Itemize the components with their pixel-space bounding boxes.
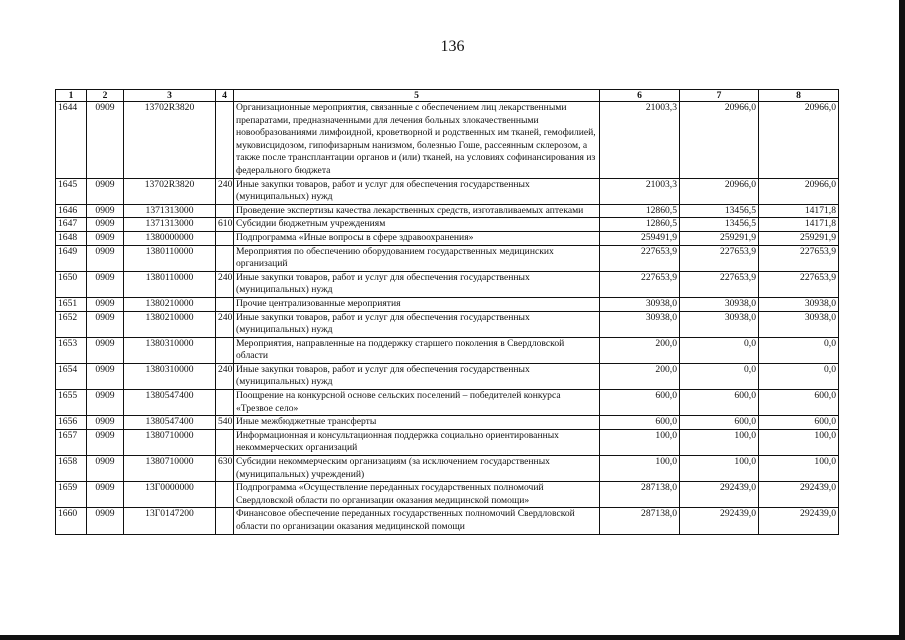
- section-code: 0909: [87, 416, 124, 430]
- table-row: [56, 245, 839, 271]
- expense-type-code: 630: [216, 456, 234, 482]
- item-name: Прочие централизованные мероприятия: [234, 297, 600, 311]
- target-article-code: 13702R3820: [124, 102, 216, 179]
- amount-col-6: 600,0: [600, 390, 680, 416]
- target-article-code: 1371313000: [124, 204, 216, 218]
- amount-col-8: 14171,8: [759, 204, 839, 218]
- amount-col-6: 100,0: [600, 429, 680, 455]
- amount-col-8: 100,0: [759, 456, 839, 482]
- amount-col-7: 292439,0: [680, 482, 759, 508]
- expense-type-code: 540: [216, 416, 234, 430]
- target-article-code: 1380310000: [124, 363, 216, 389]
- expense-type-code: [216, 102, 234, 179]
- table-row: [56, 311, 839, 337]
- item-name: Проведение экспертизы качества лекарственных средств, изготавливаемых аптеками: [234, 204, 600, 218]
- section-code: 0909: [87, 204, 124, 218]
- item-name: Поощрение на конкурсной основе сельских поселений – победителей конкурса «Трезвое село»: [234, 390, 600, 416]
- amount-col-6: 200,0: [600, 337, 680, 363]
- target-article-code: 1380547400: [124, 390, 216, 416]
- section-code: 0909: [87, 429, 124, 455]
- target-article-code: 1380310000: [124, 337, 216, 363]
- table-row: [56, 456, 839, 482]
- amount-col-6: 287138,0: [600, 508, 680, 534]
- page-number: 136: [440, 38, 465, 55]
- header-col-7: 7: [680, 90, 759, 102]
- expense-type-code: [216, 204, 234, 218]
- amount-col-6: 21003,3: [600, 178, 680, 204]
- table-row: [56, 231, 839, 245]
- row-number: 1650: [56, 271, 87, 297]
- section-code: 0909: [87, 297, 124, 311]
- header-col-4: 4: [216, 90, 234, 102]
- row-number: 1649: [56, 245, 87, 271]
- table-row: [56, 297, 839, 311]
- scan-frame-bottom: [0, 635, 905, 640]
- table-row: [56, 204, 839, 218]
- table-row: [56, 363, 839, 389]
- target-article-code: 1380210000: [124, 297, 216, 311]
- budget-table: [55, 89, 839, 535]
- amount-col-6: 259491,9: [600, 231, 680, 245]
- section-code: 0909: [87, 245, 124, 271]
- amount-col-8: 292439,0: [759, 508, 839, 534]
- header-col-1: 1: [56, 90, 87, 102]
- amount-col-7: 227653,9: [680, 271, 759, 297]
- amount-col-6: 30938,0: [600, 311, 680, 337]
- amount-col-8: 14171,8: [759, 218, 839, 232]
- item-name: Иные закупки товаров, работ и услуг для обеспечения государственных (муниципальных) нужд: [234, 311, 600, 337]
- section-code: 0909: [87, 456, 124, 482]
- amount-col-8: 259291,9: [759, 231, 839, 245]
- table-body: [56, 102, 839, 535]
- amount-col-6: 12860,5: [600, 218, 680, 232]
- amount-col-6: 100,0: [600, 456, 680, 482]
- row-number: 1660: [56, 508, 87, 534]
- amount-col-7: 13456,5: [680, 218, 759, 232]
- item-name: Иные межбюджетные трансферты: [234, 416, 600, 430]
- item-name: Субсидии бюджетным учреждениям: [234, 218, 600, 232]
- amount-col-8: 20966,0: [759, 178, 839, 204]
- row-number: 1652: [56, 311, 87, 337]
- amount-col-6: 600,0: [600, 416, 680, 430]
- amount-col-7: 20966,0: [680, 102, 759, 179]
- amount-col-8: 227653,9: [759, 245, 839, 271]
- amount-col-7: 30938,0: [680, 311, 759, 337]
- expense-type-code: [216, 297, 234, 311]
- expense-type-code: 610: [216, 218, 234, 232]
- table-row: [56, 178, 839, 204]
- target-article-code: 1371313000: [124, 218, 216, 232]
- section-code: 0909: [87, 311, 124, 337]
- section-code: 0909: [87, 363, 124, 389]
- target-article-code: 1380710000: [124, 429, 216, 455]
- table-row: [56, 271, 839, 297]
- table-row: [56, 102, 839, 179]
- item-name: Подпрограмма «Иные вопросы в сфере здравоохранения»: [234, 231, 600, 245]
- section-code: 0909: [87, 337, 124, 363]
- item-name: Иные закупки товаров, работ и услуг для обеспечения государственных (муниципальных) нужд: [234, 178, 600, 204]
- amount-col-8: 30938,0: [759, 311, 839, 337]
- amount-col-8: 100,0: [759, 429, 839, 455]
- row-number: 1659: [56, 482, 87, 508]
- expense-type-code: [216, 337, 234, 363]
- expense-type-code: 240: [216, 311, 234, 337]
- table-row: [56, 482, 839, 508]
- expense-type-code: 240: [216, 271, 234, 297]
- expense-type-code: [216, 245, 234, 271]
- amount-col-8: 227653,9: [759, 271, 839, 297]
- expense-type-code: 240: [216, 363, 234, 389]
- amount-col-7: 259291,9: [680, 231, 759, 245]
- item-name: Мероприятия по обеспечению оборудованием государственных медицинских организаций: [234, 245, 600, 271]
- section-code: 0909: [87, 102, 124, 179]
- section-code: 0909: [87, 390, 124, 416]
- table-header-row: [56, 90, 839, 102]
- target-article-code: 1380110000: [124, 245, 216, 271]
- item-name: Иные закупки товаров, работ и услуг для обеспечения государственных (муниципальных) нужд: [234, 271, 600, 297]
- amount-col-6: 30938,0: [600, 297, 680, 311]
- expense-type-code: [216, 390, 234, 416]
- amount-col-7: 20966,0: [680, 178, 759, 204]
- row-number: 1656: [56, 416, 87, 430]
- target-article-code: 1380547400: [124, 416, 216, 430]
- amount-col-7: 0,0: [680, 337, 759, 363]
- header-col-8: 8: [759, 90, 839, 102]
- table-row: [56, 429, 839, 455]
- header-col-3: 3: [124, 90, 216, 102]
- amount-col-6: 200,0: [600, 363, 680, 389]
- amount-col-7: 292439,0: [680, 508, 759, 534]
- item-name: Организационные мероприятия, связанные с обеспечением лиц лекарственными препаратами, предназначенными для лечения больных злокачественными новообразованиями лимфоидной, кроветворной и родственных им тканей, гемофилией, муковисцидозом, гипофизарным нанизмом, болезнью Гоше, рассеянным склерозом, а также после трансплантации органов и (или) тканей, на условиях софинансирования из федерального бюджета: [234, 102, 600, 179]
- table-row: [56, 508, 839, 534]
- amount-col-8: 600,0: [759, 390, 839, 416]
- section-code: 0909: [87, 508, 124, 534]
- row-number: 1644: [56, 102, 87, 179]
- target-article-code: 1380210000: [124, 311, 216, 337]
- target-article-code: 1380110000: [124, 271, 216, 297]
- table-row: [56, 416, 839, 430]
- amount-col-6: 227653,9: [600, 271, 680, 297]
- item-name: Информационная и консультационная поддержка социально ориентированных некоммерческих организаций: [234, 429, 600, 455]
- amount-col-7: 600,0: [680, 416, 759, 430]
- row-number: 1654: [56, 363, 87, 389]
- row-number: 1651: [56, 297, 87, 311]
- amount-col-8: 30938,0: [759, 297, 839, 311]
- table-row: [56, 337, 839, 363]
- section-code: 0909: [87, 218, 124, 232]
- amount-col-6: 12860,5: [600, 204, 680, 218]
- row-number: 1655: [56, 390, 87, 416]
- item-name: Финансовое обеспечение переданных государственных полномочий Свердловской области по организации оказания медицинской помощи: [234, 508, 600, 534]
- target-article-code: 1380000000: [124, 231, 216, 245]
- item-name: Субсидии некоммерческим организациям (за исключением государственных (муниципальных) учреждений): [234, 456, 600, 482]
- target-article-code: 1380710000: [124, 456, 216, 482]
- expense-type-code: [216, 231, 234, 245]
- row-number: 1646: [56, 204, 87, 218]
- row-number: 1645: [56, 178, 87, 204]
- table-row: [56, 390, 839, 416]
- scan-frame-right: [899, 0, 905, 640]
- header-col-6: 6: [600, 90, 680, 102]
- amount-col-7: 30938,0: [680, 297, 759, 311]
- amount-col-7: 13456,5: [680, 204, 759, 218]
- header-col-5: 5: [234, 90, 600, 102]
- amount-col-8: 0,0: [759, 337, 839, 363]
- target-article-code: 13Г0000000: [124, 482, 216, 508]
- amount-col-8: 0,0: [759, 363, 839, 389]
- amount-col-8: 20966,0: [759, 102, 839, 179]
- amount-col-7: 100,0: [680, 456, 759, 482]
- item-name: Мероприятия, направленные на поддержку старшего поколения в Свердловской области: [234, 337, 600, 363]
- amount-col-6: 227653,9: [600, 245, 680, 271]
- amount-col-8: 292439,0: [759, 482, 839, 508]
- target-article-code: 13702R3820: [124, 178, 216, 204]
- table-row: [56, 218, 839, 232]
- section-code: 0909: [87, 482, 124, 508]
- row-number: 1658: [56, 456, 87, 482]
- amount-col-8: 600,0: [759, 416, 839, 430]
- row-number: 1648: [56, 231, 87, 245]
- expense-type-code: [216, 482, 234, 508]
- amount-col-7: 100,0: [680, 429, 759, 455]
- section-code: 0909: [87, 178, 124, 204]
- expense-type-code: [216, 508, 234, 534]
- section-code: 0909: [87, 231, 124, 245]
- amount-col-6: 287138,0: [600, 482, 680, 508]
- expense-type-code: 240: [216, 178, 234, 204]
- row-number: 1657: [56, 429, 87, 455]
- item-name: Иные закупки товаров, работ и услуг для обеспечения государственных (муниципальных) нужд: [234, 363, 600, 389]
- item-name: Подпрограмма «Осуществление переданных государственных полномочий Свердловской области по организации оказания медицинской помощи»: [234, 482, 600, 508]
- row-number: 1647: [56, 218, 87, 232]
- amount-col-6: 21003,3: [600, 102, 680, 179]
- expense-type-code: [216, 429, 234, 455]
- amount-col-7: 227653,9: [680, 245, 759, 271]
- section-code: 0909: [87, 271, 124, 297]
- row-number: 1653: [56, 337, 87, 363]
- target-article-code: 13Г0147200: [124, 508, 216, 534]
- amount-col-7: 600,0: [680, 390, 759, 416]
- header-col-2: 2: [87, 90, 124, 102]
- amount-col-7: 0,0: [680, 363, 759, 389]
